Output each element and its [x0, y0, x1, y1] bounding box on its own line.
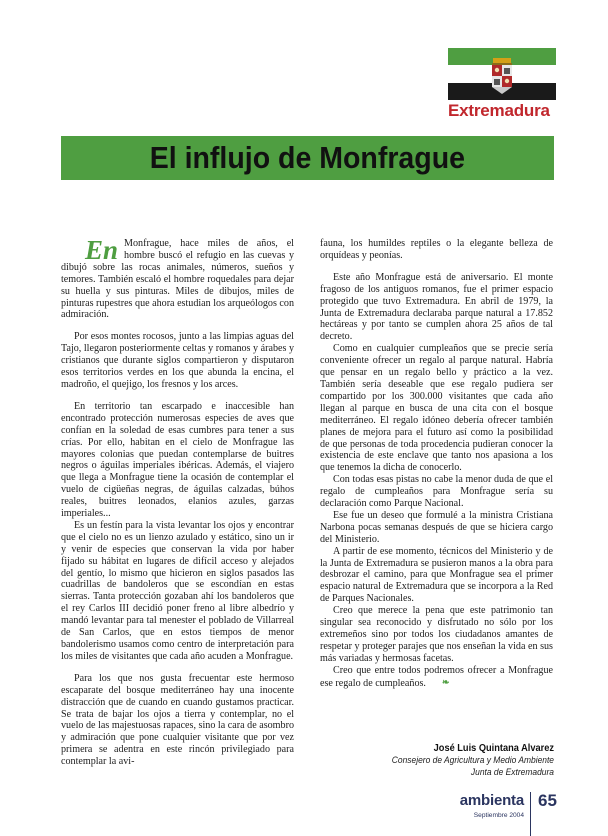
- end-of-article-ornament-icon: ❧: [441, 676, 449, 687]
- paragraph: Con todas esas pistas no cabe la menor duda de que el regalo de cumpleaños para Monfrague sería su declaración como Parque Nacional.: [320, 474, 553, 510]
- extremadura-flag-icon: [448, 48, 556, 100]
- paragraph: En territorio tan escarpado e inaccesible han encontrado protección numerosas especies de aves que confían en la soledad de esas cumbres para tener a sus crías. Por ello, habitan en el cielo de Monfrague las mayores colonias que puedan contemplarse de buitres negros o águilas imperiales ibéricas. Además, el viajero que llega a Monfrague tiene la ocasión de contemplar el vuelo de cigüeñas negras, de águilas calzadas, búhos reales, buitres leonados, elanios azules, garzas imperiales...: [61, 400, 294, 520]
- paragraph: [320, 665, 553, 690]
- paragraph: Para los que nos gusta frecuentar este hermoso escaparate del bosque mediterráneo hay una inocente distracción que de cuando en cuando gustamos practicar. Se trata de bajar los ojos a tierra y contemplar, no el vuelo de las majestuosas rapaces, sino la cara de asombro y admiración que pone cualquier visitante que por vez primera se adentra en este rincón privilegiado para contemplar la avi-: [61, 672, 294, 768]
- paragraph: fauna, los humildes reptiles o la elegante belleza de orquídeas y peonías.: [320, 238, 553, 261]
- paragraph: A partir de ese momento, técnicos del Ministerio y de la Junta de Extremadura se pusieron manos a la obra para desbrozar el camino, para que Monfrague sea el primer espacio natural de Extremadura que se incorpora a la Red de Parques Nacionales.: [320, 545, 553, 605]
- column-left: [61, 235, 294, 768]
- paragraph: Creo que merece la pena que este patrimonio tan singular sea reconocido y disfrutado no sólo por los extremeños sino por todos los ciudadanos amantes de respetar y proteger parajes que nos enseñan la vida en sus más variadas y hermosas facetas.: [320, 605, 553, 664]
- paragraph: Este año Monfrague está de aniversario. El monte fragoso de los antiguos romanos, fue el primer espacio protegido que tuvo Extremadura. En abril de 1979, la Junta de Extremadura declaraba parque natural a 17.852 hectáreas y por tanto se cumplen ahora 25 años de tal decreto.: [320, 271, 553, 343]
- issue-date: Septiembre 2004: [473, 812, 524, 819]
- paragraph: Es un festín para la vista levantar los ojos y encontrar que el cielo no es un lienzo azulado y estático, sino un ir y venir de especies que conservan la vida por haber fijado su hábitat en lugares de difícil acceso y alejados del gentío, lo mismo que hicieron en siglos pasados las cuadrillas de bandoleros que se escondían en estas sierras. Tanta protección gozaban ahí los bandoleros que el rey Carlos III decidió poner freno al libre albedrío y mandó levantar para tal menester el poblado de Villarreal de San Carlos, que en estos tiempos de menor bandolerismo usamos como centro de interpretación para los miles de visitantes que cada año acuden a Monfrague.: [61, 519, 294, 662]
- masthead: [448, 48, 556, 120]
- paragraph: [61, 235, 294, 321]
- masthead-wordmark: Extremadura: [448, 101, 550, 120]
- paragraph: Como en cualquier cumpleaños que se precie sería conveniente ofrecer un regalo al parque natural. Habría que pensar en un regalo bello y práctico a la vez. También sería deseable que ese regalo pudiera ser compartido por los 300.000 visitantes que cada año llegan al parque en busca de una cita con el bosque mediterráneo. El regalo idóneo debería ofrecer también planes de mejora para el futuro así como la posibilidad de que personas de toda procedencia pudieran conocer la existencia de este enclave que tanto nos apasiona a los que tenemos la dicha de conocerlo.: [320, 343, 553, 474]
- paragraph: Por esos montes rocosos, junto a las limpias aguas del Tajo, llegaron posteriormente celtas y romanos y árabes y cristianos que durante siglos compartieron y disputaron esos territorios verdes en los que abunda la encina, el madroño, el quejigo, los fresnos y los arces.: [61, 331, 294, 390]
- author-organization: Junta de Extremadura: [470, 767, 554, 778]
- paragraph-text: Monfrague, hace miles de años, el hombre buscó el refugio en las cuevas y dibujó sobre las rocas animales, números, sueños y temores. También escaló el hombre roquedales para dejar su huella y sus pinturas. Miles de dibujos, miles de pinturas rupestres que ahora estudian los arqueólogos con admiración.: [61, 238, 294, 321]
- magazine-brand: ambienta: [459, 792, 524, 809]
- page-title: El influjo de Monfrague: [149, 140, 466, 175]
- article-title-banner: [61, 136, 554, 180]
- paragraph: Ese fue un deseo que formulé a la ministra Cristiana Narbona pocas semanas después de que se hiciera cargo del Ministerio.: [320, 509, 553, 545]
- dropcap: En: [85, 235, 119, 265]
- column-right: [320, 238, 553, 690]
- author-role: Consejero de Agricultura y Medio Ambiente: [391, 755, 554, 766]
- paragraph-text: Creo que entre todos podremos ofrecer a Monfrague ese regalo de cumpleaños.: [320, 664, 553, 689]
- footer-divider: [530, 792, 531, 836]
- author-signature: [314, 742, 554, 779]
- page-footer: [430, 792, 556, 836]
- page-number: 65: [538, 791, 557, 810]
- author-name: José Luis Quintana Alvarez: [433, 742, 554, 754]
- extremadura-coat-of-arms-icon: [487, 56, 517, 94]
